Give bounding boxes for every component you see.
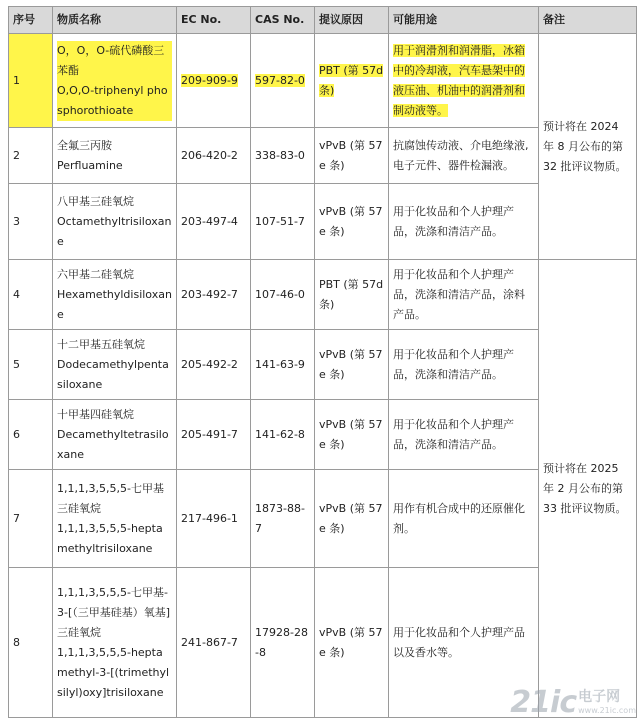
cell-cas: 338-83-0 [251,128,315,184]
cell-remark: 预计将在 2024 年 8 月公布的第 32 批评议物质。 [539,34,637,260]
cell-cas: 107-51-7 [251,184,315,260]
cell-ec: 203-497-4 [177,184,251,260]
watermark-url: www.21ic.com [578,706,636,715]
reason-value: PBT (第 57d 条) [319,63,384,97]
substance-table [8,6,637,718]
cell-use: 用于化妆品和个人护理产品以及香水等。 [389,568,539,718]
watermark-logo-mark: 21ic [510,685,577,720]
cell-no: 4 [9,260,53,330]
cell-use: 用于化妆品和个人护理产品，洗涤和清洁产品，涂料产品。 [389,260,539,330]
cell-reason: vPvB (第 57e 条) [315,128,389,184]
cell-reason: vPvB (第 57e 条) [315,568,389,718]
cell-use [389,34,539,128]
name-en: 1,1,1,3,5,5,5-heptamethyltrisiloxane [57,521,163,555]
header-no: 序号 [9,7,53,34]
cell-no: 2 [9,128,53,184]
table-header-row [9,7,637,34]
name-cn: 1,1,1,3,5,5,5-七甲基-3-[（三甲基硅基）氧基]三硅氧烷 [57,585,171,639]
cell-reason: PBT (第 57d 条) [315,260,389,330]
cell-cas: 17928-28-8 [251,568,315,718]
cell-reason: vPvB (第 57e 条) [315,330,389,400]
header-cas: CAS No. [251,7,315,34]
header-reason: 提议原因 [315,7,389,34]
cell-cas: 141-63-9 [251,330,315,400]
cell-name [53,184,177,260]
header-use: 可能用途 [389,7,539,34]
cell-ec: 203-492-7 [177,260,251,330]
name-en: O,O,O-triphenyl phosphorothioate [57,81,172,121]
cell-reason: vPvB (第 57e 条) [315,400,389,470]
name-en: Dodecamethylpentasiloxane [57,357,169,391]
cell-no: 5 [9,330,53,400]
name-en: 1,1,1,3,5,5,5-heptamethyl-3-[(trimethylsilyl)oxy]trisiloxane [57,645,170,699]
cell-remark: 预计将在 2025 年 2 月公布的第 33 批评议物质。 [539,260,637,718]
name-cn: 八甲基三硅氧烷 [57,194,134,208]
cell-reason: vPvB (第 57e 条) [315,470,389,568]
header-remark: 备注 [539,7,637,34]
cell-cas: 1873-88-7 [251,470,315,568]
cell-name [53,128,177,184]
cell-name [53,400,177,470]
name-cn: 十甲基四硅氧烷 [57,407,134,421]
cell-no: 3 [9,184,53,260]
cell-reason: vPvB (第 57e 条) [315,184,389,260]
cell-no: 1 [9,34,53,128]
cell-no: 8 [9,568,53,718]
cell-ec: 217-496-1 [177,470,251,568]
cell-cas: 141-62-8 [251,400,315,470]
table-row [9,34,637,128]
cell-name [53,470,177,568]
name-cn: 六甲基二硅氧烷 [57,267,134,281]
cell-cas [251,34,315,128]
cell-no: 6 [9,400,53,470]
cell-ec: 241-867-7 [177,568,251,718]
cas-value: 597-82-0 [255,73,305,87]
name-cn: 全氟三丙胺 [57,138,112,152]
name-en: Perfluamine [57,158,123,172]
cell-ec [177,34,251,128]
cell-no: 7 [9,470,53,568]
table-row [9,260,637,330]
watermark-cn: 电子网 [578,689,621,705]
name-en: Octamethyltrisiloxane [57,214,172,248]
cell-ec: 205-491-7 [177,400,251,470]
cell-use: 用于化妆品和个人护理产品，洗涤和清洁产品。 [389,400,539,470]
name-en: Hexamethyldisiloxane [57,287,172,321]
cell-reason [315,34,389,128]
cell-cas: 107-46-0 [251,260,315,330]
cell-ec: 205-492-2 [177,330,251,400]
cell-ec: 206-420-2 [177,128,251,184]
header-ec: EC No. [177,7,251,34]
watermark-text [578,690,636,718]
name-en: Decamethyltetrasiloxane [57,427,169,461]
ec-value: 209-909-9 [181,73,238,87]
watermark-logo [510,685,636,720]
cell-name [53,260,177,330]
cell-use: 抗腐蚀传动液、介电绝缘液,电子元件、器件检漏液。 [389,128,539,184]
name-cn: O，O，O-硫代磷酸三苯酯 [57,41,172,81]
cell-name [53,34,177,128]
cell-use: 用于化妆品和个人护理产品，洗涤和清洁产品。 [389,330,539,400]
cell-use: 用作有机合成中的还原催化剂。 [389,470,539,568]
use-value: 用于润滑剂和润滑脂，冰箱中的冷却液，汽车悬架中的液压油、机油中的润滑剂和制动液等。 [393,43,525,117]
name-cn: 十二甲基五硅氧烷 [57,337,145,351]
cell-name [53,568,177,718]
cell-name [53,330,177,400]
header-name: 物质名称 [53,7,177,34]
name-cn: 1,1,1,3,5,5,5-七甲基三硅氧烷 [57,481,164,515]
cell-use: 用于化妆品和个人护理产品，洗涤和清洁产品。 [389,184,539,260]
